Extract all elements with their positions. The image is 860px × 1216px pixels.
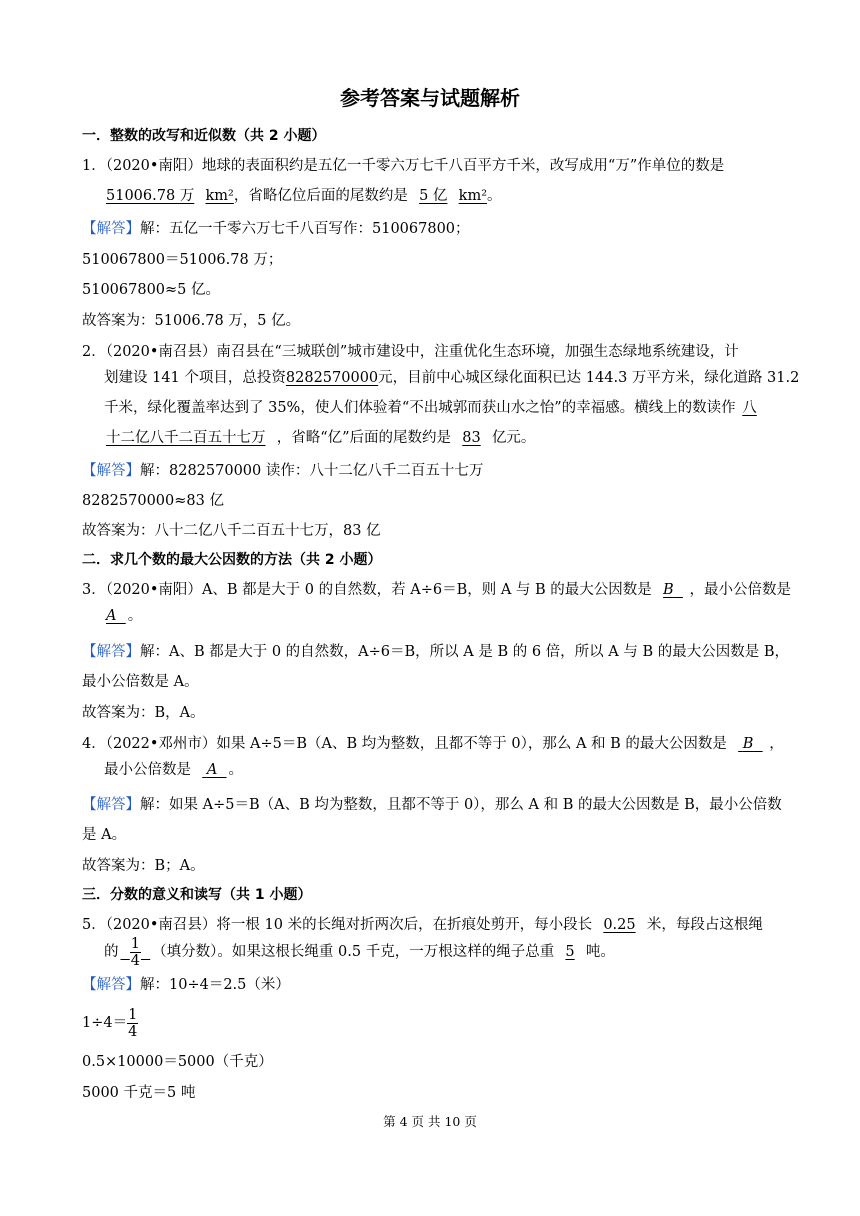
q5-solution-line-1: 【解答】解：10÷4＝2.5（米）: [82, 977, 290, 993]
q3-solution-line-1: 【解答】解：A、B 都是大于 0 的自然数，A÷6＝B，所以 A 是 B 的 6 倍，所以 A 与 B 的最大公因数是 B，: [82, 644, 790, 660]
q4-solution-line-1: 【解答】解：如果 A÷5＝B（A、B 均为整数，且都不等于 0），那么 A 和 B 的最大公因数是 B，最小公倍数: [82, 797, 782, 813]
q3-final-answer: 故答案为：B，A。: [82, 705, 205, 721]
q2-line-4: 十二亿八千二百五十七万 ，省略“亿”后面的尾数约是 83 亿元。: [106, 430, 536, 446]
section-heading-3: 三．分数的意义和读写（共 1 小题）: [82, 887, 312, 903]
q2-answer-blank-1b: 十二亿八千二百五十七万: [106, 430, 266, 446]
q5-line-1: 5．（2020•南召县）将一根 10 米的长绳对折两次后，在折痕处剪开，每小段长 0.25 米，每段占这根绳: [82, 917, 763, 933]
q5-solution-line-2: 1÷4＝ $\frac{1}{4}$: [82, 1006, 138, 1040]
solution-tag: 【解答】: [82, 463, 140, 479]
q4-line-2: 最小公倍数是 A 。: [104, 762, 244, 778]
section-heading-2: 二．求几个数的最大公因数的方法（共 2 小题）: [82, 552, 382, 568]
q5-line-2: 的 $\frac{1}{4}$ （填分数）。如果这根长绳重 0.5 千克，一万根这样的绳子总重 5 吨。: [104, 935, 615, 969]
q1-solution-line-2: 510067800＝51006.78 万；: [82, 252, 283, 268]
page-footer: 第 4 页 共 10 页: [383, 1114, 477, 1129]
q4-final-answer: 故答案为：B；A。: [82, 858, 205, 874]
q5-answer-blank-2: 5: [565, 944, 575, 960]
solution-tag: 【解答】: [82, 977, 140, 993]
q3-line-2: A 。: [106, 608, 143, 624]
q2-answer-blank-2: 83: [462, 430, 481, 446]
q2-line-3: 千米，绿化覆盖率达到了 35%，使人们体验着“不出城郭而获山水之怡”的幸福感。横线上的数读作 八: [104, 400, 757, 416]
q1-line-1: 1．（2020•南阳）地球的表面积约是五亿一千零六万七千八百平方千米，改写成用“万”作单位的数是: [82, 158, 725, 174]
q1-answer-blank-2: 5 亿: [419, 188, 448, 204]
q4-answer-blank-2: A: [206, 762, 218, 778]
q2-solution-line-1: 【解答】解：8282570000 读作：八十二亿八千二百五十七万: [82, 463, 484, 479]
q4-solution-line-2: 是 A。: [82, 827, 127, 843]
q5-answer-blank-1: 0.25: [603, 917, 636, 933]
q1-answer-blank-1: 51006.78 万: [106, 188, 195, 204]
q1-final-answer: 故答案为：51006.78 万，5 亿。: [82, 313, 301, 329]
q4-line-1: 4．（2022•邓州市）如果 A÷5＝B（A、B 均为整数，且都不等于 0），那么 A 和 B 的最大公因数是 B ，: [82, 736, 784, 752]
fraction-one-quarter-result: $\frac{1}{4}$: [128, 1006, 138, 1040]
q1-line-2: 51006.78 万 km²，省略亿位后面的尾数约是 5 亿 km²。: [106, 188, 502, 204]
q2-final-answer: 故答案为：八十二亿八千二百五十七万，83 亿: [82, 523, 381, 539]
q3-solution-line-2: 最小公倍数是 A。: [82, 674, 199, 690]
q2-line-1: 2．（2020•南召县）南召县在“三城联创”城市建设中，注重优化生态环境，加强生态绿地系统建设，计: [82, 344, 739, 360]
fraction-one-quarter: $\frac{1}{4}$: [130, 935, 140, 969]
solution-tag: 【解答】: [82, 221, 140, 237]
q5-answer-blank-fraction: [119, 935, 153, 969]
solution-tag: 【解答】: [82, 797, 140, 813]
q1-unit-1: km²: [205, 188, 234, 204]
q1-solution-line-1: 【解答】解：五亿一千零六万七千八百写作：510067800；: [82, 221, 470, 237]
q4-answer-blank-1: B: [742, 736, 754, 752]
q2-line-2: 划建设 141 个项目，总投资8282570000元，目前中心城区绿化面积已达 144.3 万平方米，绿化道路 31.2: [104, 370, 800, 386]
page-title: 参考答案与试题解析: [340, 86, 520, 110]
q3-answer-blank-2: A: [106, 608, 117, 624]
q3-line-1: 3．（2020•南阳）A、B 都是大于 0 的自然数，若 A÷6＝B，则 A 与 B 的最大公因数是 B ，最小公倍数是: [82, 582, 791, 598]
q1-unit-2: km²: [458, 188, 488, 204]
section-heading-1: 一．整数的改写和近似数（共 2 小题）: [82, 128, 326, 144]
q3-answer-blank-1: B: [663, 582, 674, 598]
solution-tag: 【解答】: [82, 644, 140, 660]
q2-underlined-number: 8282570000: [285, 370, 379, 386]
q1-solution-line-3: 510067800≈5 亿。: [82, 282, 221, 298]
q2-answer-blank-1a: 八: [742, 400, 757, 416]
q5-solution-line-3: 0.5×10000＝5000（千克）: [82, 1054, 273, 1070]
q5-solution-line-4: 5000 千克＝5 吨: [82, 1085, 196, 1101]
q2-solution-line-2: 8282570000≈83 亿: [82, 493, 224, 509]
